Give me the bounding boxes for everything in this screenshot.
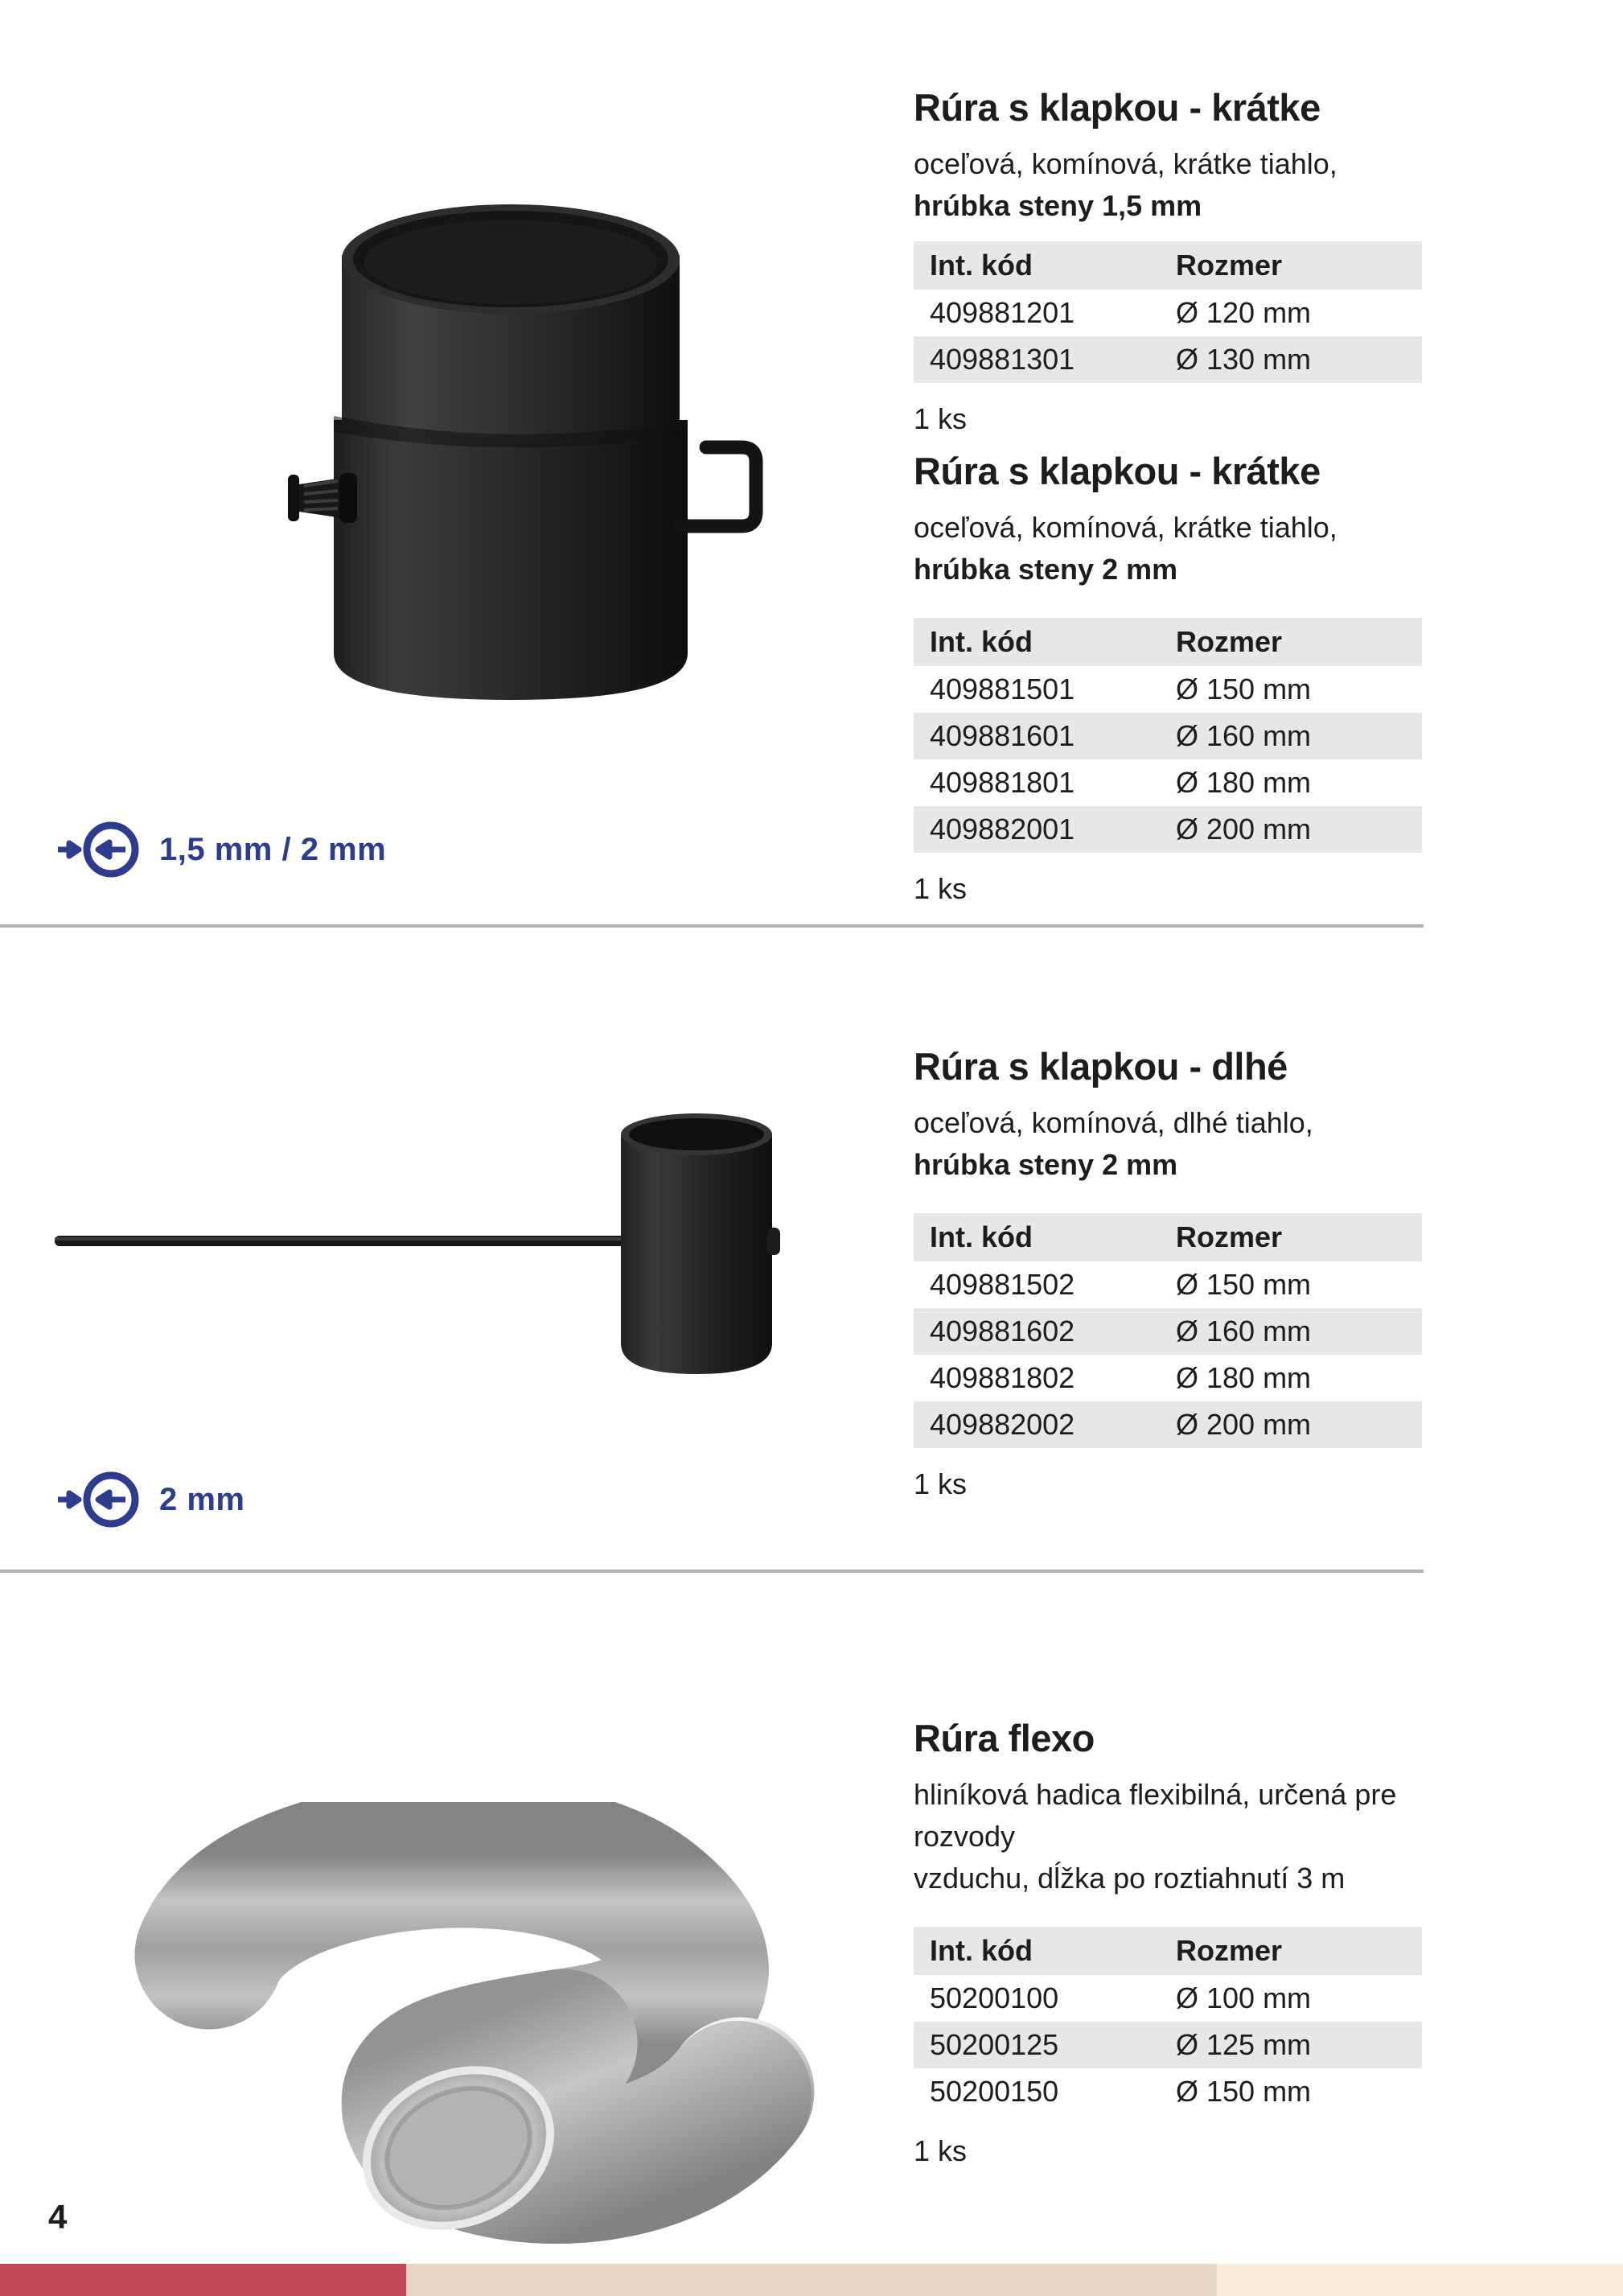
- dimension-value: Ø 160 mm: [1176, 1315, 1312, 1348]
- dimension-value: Ø 150 mm: [1176, 673, 1312, 706]
- table-row: [914, 1308, 1422, 1355]
- wall-thickness-label: 1,5 mm / 2 mm: [159, 831, 387, 867]
- table-row: [914, 290, 1422, 336]
- product-table: [914, 1213, 1422, 1448]
- int-code-value: 409881602: [930, 1315, 1075, 1348]
- column-header-rozmer: Rozmer: [1176, 625, 1283, 658]
- unit-quantity: 1 ks: [914, 2134, 968, 2167]
- table-row: [914, 759, 1422, 806]
- column-header-rozmer: Rozmer: [1176, 249, 1283, 282]
- table-row: [914, 1261, 1422, 1308]
- section-divider: [0, 924, 1424, 928]
- table-header-row: [914, 618, 1422, 666]
- product-description-line2: hrúbka steny 2 mm: [914, 1148, 1178, 1181]
- product-table: [914, 241, 1422, 383]
- product-title: Rúra flexo: [914, 1717, 1095, 1759]
- product-description-line1: oceľová, komínová, dlhé tiahlo,: [914, 1106, 1313, 1139]
- unit-quantity: 1 ks: [914, 872, 968, 905]
- table-row: [914, 2068, 1422, 2115]
- int-code-value: 50200150: [930, 2075, 1059, 2108]
- column-header-int-kod: Int. kód: [930, 1934, 1033, 1967]
- table-header-row: [914, 1927, 1422, 1975]
- int-code-value: 409881501: [930, 673, 1075, 706]
- unit-quantity: 1 ks: [914, 1467, 968, 1500]
- int-code-value: 50200125: [930, 2028, 1059, 2061]
- dimension-value: Ø 100 mm: [1176, 1981, 1312, 2014]
- int-code-value: 409881802: [930, 1361, 1075, 1394]
- column-header-int-kod: Int. kód: [930, 1220, 1033, 1253]
- section-divider: [0, 1570, 1424, 1573]
- product-title: Rúra s klapkou - dlhé: [914, 1045, 1288, 1088]
- product-image-pipe-short-damper: [265, 179, 764, 718]
- product-description-line2: vzduchu, dĺžka po roztiahnutí 3 m: [914, 1862, 1346, 1895]
- product-section: [914, 85, 1422, 436]
- dimension-value: Ø 200 mm: [1176, 1408, 1312, 1441]
- page-number: 4: [48, 2198, 68, 2236]
- table-header-row: [914, 241, 1422, 290]
- column-header-rozmer: Rozmer: [1176, 1934, 1283, 1967]
- product-table: [914, 618, 1422, 853]
- product-description-line1: oceľová, komínová, krátke tiahlo,: [914, 511, 1337, 544]
- product-title: Rúra s klapkou - krátke: [914, 86, 1321, 129]
- wall-thickness-badge: [55, 1471, 245, 1529]
- table-row: [914, 1401, 1422, 1448]
- table-row: [914, 666, 1422, 713]
- unit-quantity: 1 ks: [914, 402, 968, 435]
- int-code-value: 409881601: [930, 719, 1075, 752]
- product-section: [914, 449, 1422, 906]
- int-code-value: 409881201: [930, 296, 1075, 329]
- footer-bar-beige-light: [1217, 2264, 1623, 2296]
- table-header-row: [914, 1213, 1422, 1261]
- wall-thickness-badge: [55, 821, 386, 878]
- table-row: [914, 2022, 1422, 2068]
- dimension-value: Ø 200 mm: [1176, 813, 1312, 846]
- product-description-line1: oceľová, komínová, krátke tiahlo,: [914, 147, 1337, 180]
- column-header-int-kod: Int. kód: [930, 249, 1033, 282]
- product-image-flexible-hose: [113, 1802, 836, 2253]
- int-code-value: 409881301: [930, 343, 1075, 376]
- table-row: [914, 806, 1422, 853]
- int-code-value: 409881502: [930, 1268, 1075, 1301]
- dimension-value: Ø 130 mm: [1176, 343, 1312, 376]
- product-title: Rúra s klapkou - krátke: [914, 450, 1321, 492]
- wall-thickness-label: 2 mm: [159, 1481, 245, 1517]
- wall-thickness-icon: [55, 821, 145, 878]
- footer-bar-red: [0, 2264, 406, 2296]
- table-row: [914, 713, 1422, 759]
- int-code-value: 409882002: [930, 1408, 1075, 1441]
- product-section: [914, 1044, 1422, 1501]
- dimension-value: Ø 120 mm: [1176, 296, 1312, 329]
- table-row: [914, 336, 1422, 383]
- table-row: [914, 1975, 1422, 2022]
- footer-bar-beige-mid: [406, 2264, 1217, 2296]
- wall-thickness-icon: [55, 1471, 145, 1529]
- product-table: [914, 1927, 1422, 2115]
- product-image-pipe-long-damper: [48, 1078, 820, 1416]
- dimension-value: Ø 180 mm: [1176, 766, 1312, 799]
- product-description-line2: hrúbka steny 1,5 mm: [914, 189, 1202, 222]
- dimension-value: Ø 125 mm: [1176, 2028, 1312, 2061]
- column-header-rozmer: Rozmer: [1176, 1220, 1283, 1253]
- dimension-value: Ø 160 mm: [1176, 719, 1312, 752]
- product-description-line2: hrúbka steny 2 mm: [914, 553, 1178, 586]
- product-section: [914, 1716, 1422, 2168]
- dimension-value: Ø 180 mm: [1176, 1361, 1312, 1394]
- table-row: [914, 1355, 1422, 1401]
- product-description-line1: hliníková hadica flexibilná, určená pre rozvody: [914, 1778, 1397, 1853]
- column-header-int-kod: Int. kód: [930, 625, 1033, 658]
- int-code-value: 409882001: [930, 813, 1075, 846]
- dimension-value: Ø 150 mm: [1176, 2075, 1312, 2108]
- dimension-value: Ø 150 mm: [1176, 1268, 1312, 1301]
- int-code-value: 409881801: [930, 766, 1075, 799]
- int-code-value: 50200100: [930, 1981, 1059, 2014]
